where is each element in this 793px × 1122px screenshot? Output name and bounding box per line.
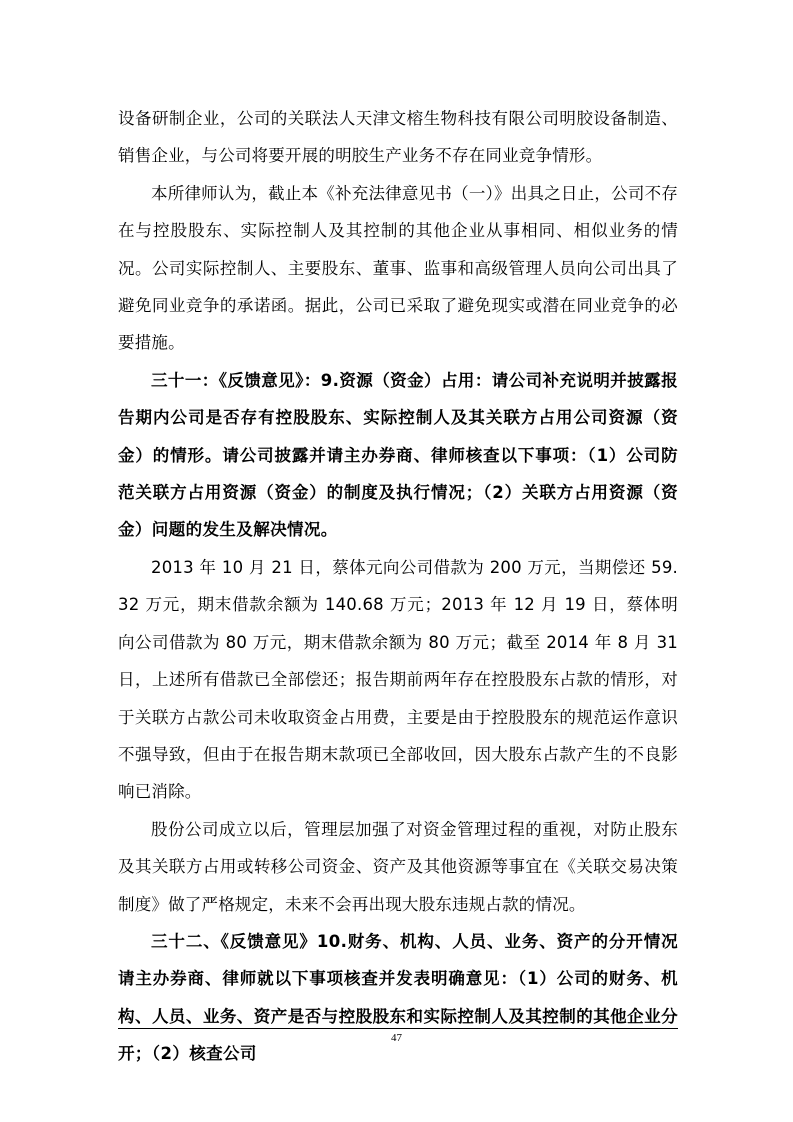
paragraph-fund-management: 股份公司成立以后，管理层加强了对资金管理过程的重视，对防止股东及其关联方占用或转移公司资金、资产及其他资源等事宜在《关联交易决策制度》做了严格规定，未来不会再出现大股东违规占款的情况。 — [118, 819, 678, 914]
paragraph-related-party: 设备研制企业，公司的关联法人天津文榕生物科技有限公司明胶设备制造、销售企业，与公司将要开展的明胶生产业务不存在同业竞争情形。 — [118, 109, 678, 166]
footer-divider — [118, 1028, 678, 1029]
heading-item-31: 三十一：《反馈意见》：9.资源（资金）占用：请公司补充说明并披露报告期内公司是否存有控股股东、实际控制人及其关联方占用公司资源（资金）的情形。请公司披露并请主办券商、律师核查以下事项：（1）公司防范关联方占用资源（资金）的制度及执行情况；（2）关联方占用资源（资金）问题的发生及解决情况。 — [118, 370, 678, 540]
paragraph-loans: 2013 年 10 月 21 日，蔡体元向公司借款为 200 万元，当期偿还 59.32 万元，期末借款余额为 140.68 万元；2013 年 12 月 19 日，蔡体明向公司借款为 80 万元，期末借款余额为 80 万元；截至 2014 年 8 月 31 日，上述所有借款已全部偿还；报告期前两年存在控股股东占款的情形，对于关联方占款公司未收取资金占用费，主要是由于控股股东的规范运作意识不强导致，但由于在报告期末款项已全部收回，因大股东占款产生的不良影响已消除。 — [118, 557, 678, 802]
page-number: 47 — [391, 1032, 402, 1044]
paragraph-lawyer-opinion: 本所律师认为，截止本《补充法律意见书（一）》出具之日止，公司不存在与控股股东、实际控制人及其控制的其他企业从事相同、相似业务的情况。公司实际控制人、主要股东、董事、监事和高级管理人员向公司出具了避免同业竞争的承诺函。据此，公司已采取了避免现实或潜在同业竞争的必要措施。 — [118, 183, 678, 353]
heading-item-32: 三十二、《反馈意见》10.财务、机构、人员、业务、资产的分开情况请主办券商、律师就以下事项核查并发表明确意见：（1）公司的财务、机构、人员、业务、资产是否与控股股东和实际控制人及其控制的其他企业分开；（2）核查公司 — [118, 931, 678, 1064]
document-body — [118, 100, 678, 1073]
